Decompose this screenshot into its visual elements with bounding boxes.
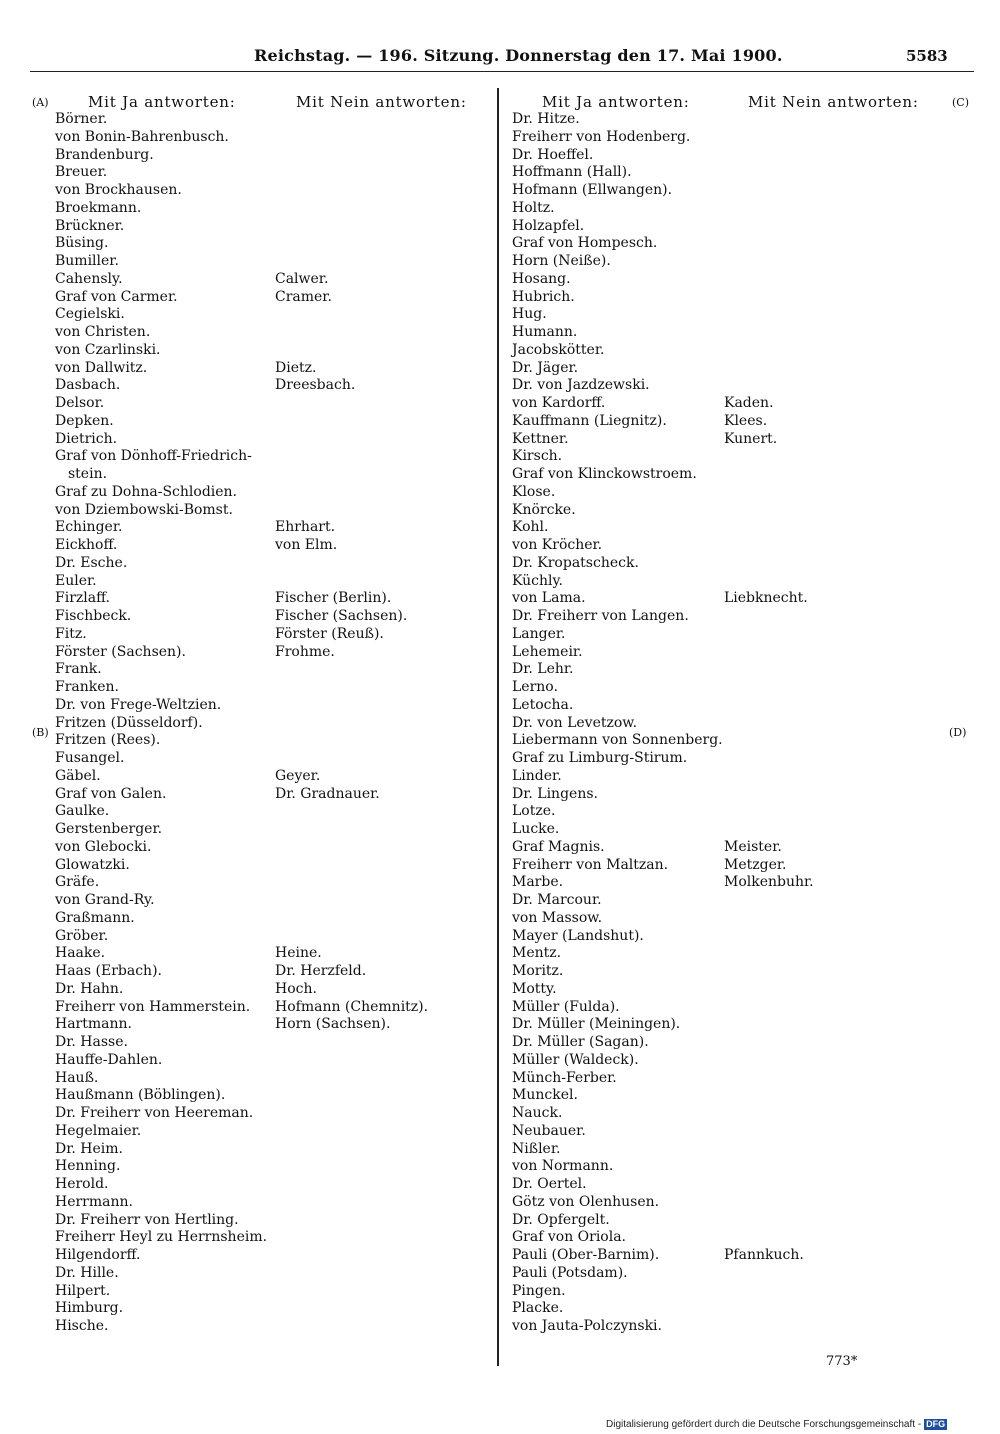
- left-no-list: [275, 111, 428, 1034]
- member-name: Gräfe.: [55, 874, 100, 891]
- member-name: Götz von Olenhusen.: [512, 1193, 660, 1210]
- member-name: Gröber.: [55, 927, 109, 944]
- member-name: [724, 519, 814, 537]
- member-name: Calwer.: [275, 270, 329, 287]
- member-name: Graf von Galen.: [55, 785, 167, 802]
- member-name: [724, 750, 814, 768]
- member-name: Nauck.: [512, 1105, 563, 1121]
- member-name: [724, 253, 814, 271]
- member-name: [724, 342, 814, 360]
- member-name: [275, 679, 428, 697]
- member-name: Hoch.: [275, 980, 317, 997]
- member-name: [724, 679, 814, 697]
- member-name: Fitz.: [55, 625, 87, 642]
- member-name: [724, 1016, 814, 1034]
- member-name: Hegelmaier.: [55, 1122, 142, 1139]
- member-name: [275, 910, 428, 928]
- member-name: [275, 324, 428, 342]
- member-name: Hug.: [512, 306, 547, 323]
- member-name: [275, 129, 428, 147]
- member-name: Nißler.: [512, 1140, 561, 1157]
- right-no-list: [724, 111, 814, 1265]
- member-name: Linder.: [512, 767, 562, 784]
- member-name: [275, 555, 428, 573]
- member-name: [724, 555, 814, 573]
- member-name: [275, 874, 428, 892]
- right-yes-list: [512, 111, 723, 1336]
- member-name: [724, 981, 814, 999]
- left-yes-list: [55, 111, 267, 1336]
- member-name: Dr. Freiherr von Langen.: [512, 608, 689, 624]
- member-name: Dietrich.: [55, 430, 118, 447]
- member-name: Förster (Reuß).: [275, 625, 384, 642]
- member-name: [275, 448, 428, 466]
- member-name: Freiherr Heyl zu Herrnsheim.: [55, 1229, 268, 1246]
- member-name: von Czarlinski.: [55, 341, 161, 358]
- member-name: [275, 342, 428, 360]
- member-name: [724, 1158, 814, 1176]
- member-name: Langer.: [512, 625, 566, 642]
- member-name: von Normann.: [512, 1158, 614, 1175]
- member-name: [724, 324, 814, 342]
- member-name: Fritzen (Rees).: [55, 732, 161, 749]
- member-name: Dr. Kropatscheck.: [512, 554, 639, 571]
- member-name: Dr. von Frege-Weltzien.: [55, 696, 222, 713]
- member-name: [724, 200, 814, 218]
- left-no-heading: Mit Nein antworten:: [296, 93, 467, 111]
- member-name: [724, 502, 814, 520]
- member-name: [724, 1034, 814, 1052]
- member-name: Hoffmann (Hall).: [512, 164, 632, 181]
- member-name: Metzger.: [724, 856, 787, 873]
- member-name: [724, 573, 814, 591]
- running-header-title: Reichstag. — 196. Sitzung. Donnerstag den 17. Mai 1900.: [254, 46, 783, 65]
- member-name: [724, 661, 814, 679]
- member-name: [275, 892, 428, 910]
- member-name: [724, 1212, 814, 1230]
- member-name: [724, 1087, 814, 1105]
- member-name: Gerstenberger.: [55, 821, 163, 837]
- member-name: [275, 413, 428, 431]
- member-name: Motty.: [512, 980, 557, 997]
- member-name: [724, 1105, 814, 1123]
- member-name: [724, 484, 814, 502]
- member-name: [724, 111, 814, 129]
- member-name: von Christen.: [55, 324, 151, 340]
- member-name: [724, 164, 814, 182]
- member-name: [724, 626, 814, 644]
- member-name: Jacobskötter.: [512, 341, 605, 358]
- member-name: Förster (Sachsen).: [55, 643, 186, 660]
- member-name: Brückner.: [55, 217, 125, 234]
- member-name: Kaden.: [724, 395, 774, 411]
- member-name: Graf von Carmer.: [55, 288, 178, 305]
- member-name: Kauffmann (Liegnitz).: [512, 412, 667, 429]
- member-name: [724, 289, 814, 307]
- member-name: Pauli (Ober-Barnim).: [512, 1247, 660, 1263]
- member-name: Kirsch.: [512, 448, 563, 465]
- member-name: Dr. Lehr.: [512, 661, 574, 678]
- member-name: [724, 182, 814, 200]
- member-name: Dr. Müller (Sagan).: [512, 1034, 649, 1050]
- member-name: [724, 821, 814, 839]
- member-name: Himburg.: [55, 1300, 124, 1317]
- member-name: Dr. Hoeffel.: [512, 146, 594, 163]
- member-name: Lehemeir.: [512, 643, 583, 660]
- member-name: [724, 466, 814, 484]
- credit-text: Digitalisierung gefördert durch die Deutsche Forschungsgemeinschaft -: [606, 1419, 922, 1431]
- member-name: Hauß.: [55, 1069, 99, 1086]
- member-name: Fischbeck.: [55, 608, 132, 624]
- member-name: Fusangel.: [55, 750, 125, 766]
- member-name: Liebknecht.: [724, 590, 808, 607]
- member-name: Graf Magnis.: [512, 838, 605, 855]
- member-name: Dr. Gradnauer.: [275, 785, 380, 802]
- member-name: [724, 1194, 814, 1212]
- margin-marker-c: (C): [952, 96, 969, 109]
- member-name: [724, 147, 814, 165]
- member-name: Neubauer.: [512, 1122, 586, 1139]
- member-name: [275, 164, 428, 182]
- member-name: Hilgendorff.: [55, 1247, 141, 1263]
- member-name: [275, 200, 428, 218]
- member-name: Glowatzki.: [55, 856, 130, 873]
- member-name: [724, 448, 814, 466]
- member-name: Freiherr von Hammerstein.: [55, 998, 251, 1015]
- member-name: [724, 377, 814, 395]
- member-name: Dr. von Jazdzewski.: [512, 377, 650, 394]
- member-name: [275, 182, 428, 200]
- member-name: Dr. Oertel.: [512, 1176, 587, 1192]
- member-name: Haußmann (Böblingen).: [55, 1087, 226, 1104]
- member-name: von Elm.: [275, 537, 338, 553]
- member-name: Dr. Esche.: [55, 554, 128, 571]
- member-name: stein.: [68, 466, 108, 482]
- member-name: [275, 857, 428, 875]
- member-name: Graf von Oriola.: [512, 1229, 627, 1246]
- member-name: Münch-Ferber.: [512, 1069, 617, 1086]
- member-name: Dr. Hitze.: [512, 111, 580, 127]
- member-name: [724, 129, 814, 147]
- member-name: Molkenbuhr.: [724, 874, 814, 891]
- sheet-signature: 773*: [826, 1354, 858, 1369]
- member-name: Placke.: [512, 1300, 564, 1317]
- member-name: Letocha.: [512, 696, 574, 713]
- member-name: Mentz.: [512, 945, 562, 962]
- member-name: [724, 715, 814, 733]
- member-name: Graf von Hompesch.: [512, 235, 658, 252]
- member-name: Dr. Herzfeld.: [275, 963, 367, 979]
- member-name: [275, 253, 428, 271]
- member-name: Graßmann.: [55, 909, 135, 926]
- member-name: [275, 235, 428, 253]
- member-name: Hartmann.: [55, 1016, 132, 1033]
- member-name: Graf zu Limburg-Stirum.: [512, 750, 688, 766]
- member-name: Pfannkuch.: [724, 1247, 804, 1263]
- member-name: Klees.: [724, 412, 768, 429]
- member-name: [724, 218, 814, 236]
- member-name: Müller (Fulda).: [512, 998, 620, 1015]
- member-name: [275, 821, 428, 839]
- member-name: Moritz.: [512, 963, 564, 979]
- member-name: Cramer.: [275, 288, 332, 305]
- member-name: von Glebocki.: [55, 838, 152, 855]
- member-name: von Lama.: [512, 590, 586, 607]
- member-name: Büsing.: [55, 235, 109, 252]
- member-name: Dr. Freiherr von Hertling.: [55, 1211, 239, 1228]
- member-name: Holtz.: [512, 199, 555, 216]
- member-name: [724, 1229, 814, 1247]
- member-name: Dr. Müller (Meiningen).: [512, 1016, 681, 1033]
- member-name: Bumiller.: [55, 253, 119, 269]
- member-name: [275, 839, 428, 857]
- member-name: Dr. von Levetzow.: [512, 714, 638, 731]
- member-name: von Dallwitz.: [55, 359, 148, 376]
- member-name: Dr. Lingens.: [512, 785, 598, 802]
- member-name: [724, 732, 814, 750]
- member-name: Geyer.: [275, 767, 321, 784]
- member-name: Lerno.: [512, 679, 558, 695]
- member-name: Echinger.: [55, 519, 123, 536]
- member-name: Freiherr von Hodenberg.: [512, 128, 691, 145]
- member-name: von Kardorff.: [512, 395, 606, 411]
- member-name: Fischer (Berlin).: [275, 590, 392, 607]
- margin-marker-b: (B): [32, 726, 49, 739]
- member-name: Herold.: [55, 1176, 109, 1192]
- member-name: [724, 910, 814, 928]
- member-name: Horn (Neiße).: [512, 253, 611, 269]
- dfg-logo: DFG: [926, 1419, 946, 1429]
- member-name: Broekmann.: [55, 199, 142, 216]
- member-name: [724, 697, 814, 715]
- member-name: Dr. Heim.: [55, 1140, 123, 1157]
- margin-marker-d: (D): [949, 726, 967, 739]
- member-name: Brandenburg.: [55, 146, 154, 163]
- digitization-credit: [606, 1419, 947, 1430]
- member-name: Hofmann (Ellwangen).: [512, 182, 673, 198]
- member-name: Graf von Klinckowstroem.: [512, 466, 697, 482]
- page-number: 5583: [906, 47, 948, 65]
- member-name: [724, 945, 814, 963]
- member-name: Holzapfel.: [512, 217, 585, 234]
- member-name: Dreesbach.: [275, 377, 356, 394]
- member-name: Breuer.: [55, 164, 108, 181]
- member-name: [724, 271, 814, 289]
- member-name: [724, 644, 814, 662]
- member-name: Knörcke.: [512, 501, 576, 518]
- member-name: Kettner.: [512, 430, 569, 447]
- member-name: [275, 306, 428, 324]
- member-name: Depken.: [55, 412, 114, 429]
- right-yes-heading: Mit Ja antworten:: [542, 93, 690, 111]
- member-name: Horn (Sachsen).: [275, 1016, 391, 1033]
- member-name: [724, 963, 814, 981]
- member-name: [275, 111, 428, 129]
- member-name: Haake.: [55, 945, 106, 962]
- member-name: Humann.: [512, 324, 578, 340]
- member-name: [275, 573, 428, 591]
- member-name: [275, 395, 428, 413]
- member-name: Euler.: [55, 572, 97, 589]
- member-name: Dr. Opfergelt.: [512, 1211, 610, 1228]
- member-name: [275, 218, 428, 236]
- member-name: von Grand-Ry.: [55, 892, 155, 908]
- member-name: Heine.: [275, 945, 322, 962]
- member-name: Fritzen (Düsseldorf).: [55, 714, 203, 731]
- member-name: von Jauta-Polczynski.: [512, 1318, 662, 1334]
- member-name: Delsor.: [55, 395, 105, 411]
- member-name: [275, 431, 428, 449]
- member-name: Börner.: [55, 111, 108, 127]
- member-name: Meister.: [724, 838, 782, 855]
- member-name: von Bonin-Bahrenbusch.: [55, 128, 229, 145]
- member-name: Eickhoff.: [55, 537, 118, 553]
- member-name: [275, 928, 428, 946]
- member-name: Dr. Freiherr von Heereman.: [55, 1105, 254, 1121]
- member-name: Marbe.: [512, 874, 564, 891]
- member-name: Müller (Waldeck).: [512, 1051, 639, 1068]
- member-name: von Brockhausen.: [55, 182, 182, 198]
- member-name: Pingen.: [512, 1282, 566, 1299]
- member-name: [724, 999, 814, 1017]
- member-name: [275, 502, 428, 520]
- member-name: [275, 732, 428, 750]
- member-name: Firzlaff.: [55, 590, 110, 607]
- member-name: Hubrich.: [512, 288, 575, 305]
- right-no-heading: Mit Nein antworten:: [748, 93, 919, 111]
- member-name: Graf zu Dohna-Schlodien.: [55, 483, 238, 500]
- member-name: [275, 697, 428, 715]
- member-name: Herrmann.: [55, 1193, 133, 1210]
- member-name: Lucke.: [512, 821, 560, 837]
- member-name: [724, 1070, 814, 1088]
- member-name: [724, 928, 814, 946]
- member-name: Kunert.: [724, 430, 778, 447]
- member-name: Gaulke.: [55, 803, 110, 820]
- member-name: Dr. Hille.: [55, 1264, 119, 1281]
- member-name: Hosang.: [512, 270, 571, 287]
- member-name: Fischer (Sachsen).: [275, 608, 408, 624]
- member-name: Dr. Hasse.: [55, 1034, 128, 1050]
- member-name: Hische.: [55, 1318, 109, 1334]
- member-name: Kohl.: [512, 519, 549, 536]
- member-name: [724, 537, 814, 555]
- header-rule: [30, 71, 974, 72]
- member-name: [724, 803, 814, 821]
- member-name: [724, 1123, 814, 1141]
- member-name: Liebermann von Sonnenberg.: [512, 732, 723, 749]
- member-name: [275, 484, 428, 502]
- member-name: [275, 715, 428, 733]
- member-name: Munckel.: [512, 1087, 578, 1104]
- member-name: [724, 608, 814, 626]
- member-name: [724, 768, 814, 786]
- member-name: [724, 360, 814, 378]
- member-name: von Dziembowski-Bomst.: [55, 501, 233, 518]
- member-name: [724, 786, 814, 804]
- member-name: [275, 803, 428, 821]
- member-name: [724, 892, 814, 910]
- member-name: Cegielski.: [55, 306, 125, 323]
- margin-marker-a: (A): [32, 96, 49, 109]
- member-name: [275, 750, 428, 768]
- member-name: Ehrhart.: [275, 519, 336, 536]
- member-name: [724, 1052, 814, 1070]
- member-name: Gäbel.: [55, 767, 101, 784]
- member-name: [724, 1141, 814, 1159]
- member-name: Haas (Erbach).: [55, 963, 162, 979]
- member-name: [275, 147, 428, 165]
- column-divider: [497, 88, 499, 1366]
- member-name: Hilpert.: [55, 1282, 111, 1299]
- member-name: Dr. Hahn.: [55, 980, 124, 997]
- member-name: Mayer (Landshut).: [512, 927, 644, 944]
- member-name: Frohme.: [275, 643, 335, 660]
- member-name: Dr. Jäger.: [512, 359, 579, 376]
- member-name: Franken.: [55, 679, 120, 695]
- member-name: Küchly.: [512, 572, 564, 589]
- member-name: von Massow.: [512, 909, 603, 926]
- member-name: Klose.: [512, 483, 556, 500]
- member-name: Dasbach.: [55, 377, 121, 394]
- member-name: Lotze.: [512, 803, 556, 820]
- member-name: [275, 466, 428, 484]
- member-name: Frank.: [55, 661, 102, 678]
- member-name: Hauffe-Dahlen.: [55, 1051, 163, 1068]
- member-name: Hofmann (Chemnitz).: [275, 998, 429, 1015]
- member-name: von Kröcher.: [512, 537, 603, 553]
- member-name: Graf von Dönhoff-Friedrich-: [55, 448, 252, 465]
- member-name: Henning.: [55, 1158, 121, 1175]
- member-name: Pauli (Potsdam).: [512, 1264, 628, 1281]
- member-name: Freiherr von Maltzan.: [512, 856, 669, 873]
- member-name: [275, 661, 428, 679]
- member-name: [724, 235, 814, 253]
- member-name: Dietz.: [275, 359, 317, 376]
- member-name: [724, 306, 814, 324]
- member-name: [724, 1176, 814, 1194]
- member-name: Dr. Marcour.: [512, 892, 602, 908]
- member-name: Cahensly.: [55, 270, 123, 287]
- left-yes-heading: Mit Ja antworten:: [88, 93, 236, 111]
